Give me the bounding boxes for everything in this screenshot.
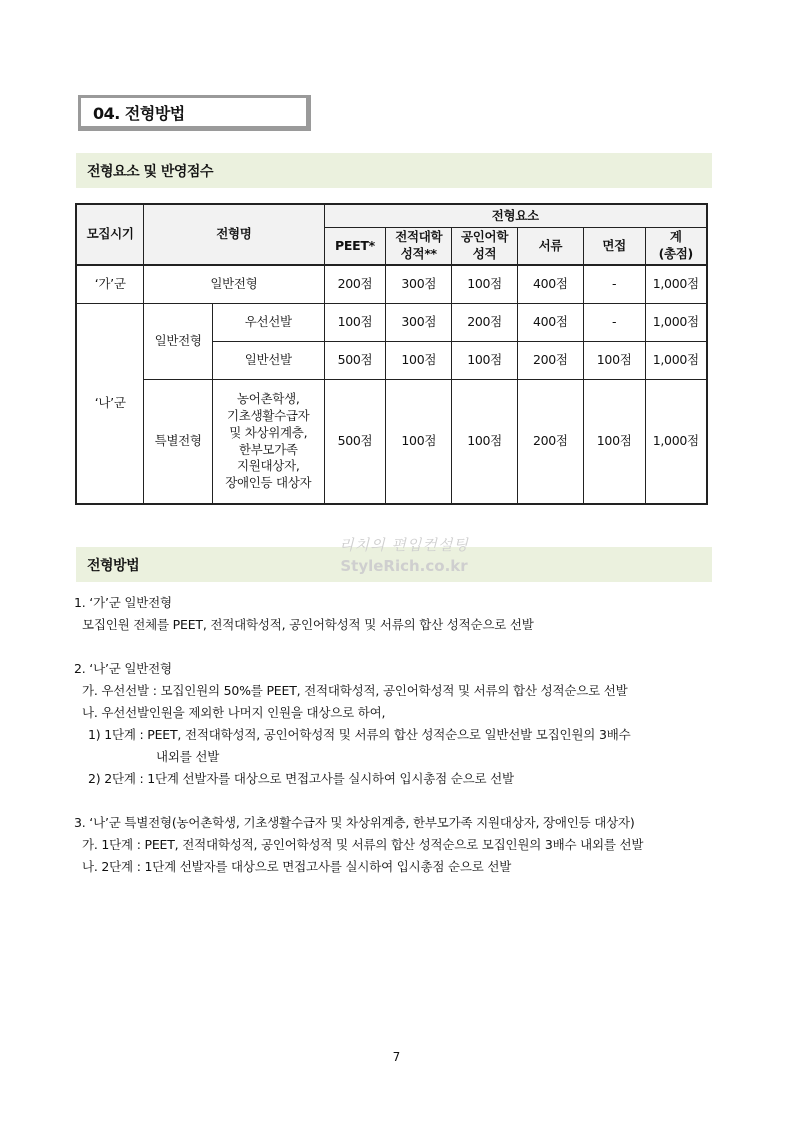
method-line: 모집인원 전체를 PEET, 전적대학성적, 공인어학성적 및 서류의 합산 성적순으로 선발 xyxy=(82,617,534,632)
score-table xyxy=(75,203,708,505)
cell-value: - xyxy=(583,304,645,342)
header-period: 모집시기 xyxy=(76,204,144,265)
section-title: 04. 전형방법 xyxy=(78,95,311,131)
cell-value: 100점 xyxy=(386,342,452,380)
watermark-url: StyleRich.co.kr xyxy=(340,557,468,575)
header-col: PEET* xyxy=(324,228,386,266)
table-row xyxy=(76,380,707,505)
header-col: 면접 xyxy=(583,228,645,266)
cell-value: 1,000점 xyxy=(645,380,707,505)
method-line: 2) 2단계 : 1단계 선발자를 대상으로 면접고사를 실시하여 입시총점 순으로 선발 xyxy=(88,771,514,786)
cell-name: 우선선발 xyxy=(213,304,324,342)
cell-value: 100점 xyxy=(452,265,518,304)
cell-value: 100점 xyxy=(386,380,452,505)
table-row xyxy=(76,265,707,304)
cell-value: - xyxy=(583,265,645,304)
cell-name: 일반전형 xyxy=(144,265,324,304)
cell-name: 일반선발 xyxy=(213,342,324,380)
cell-value: 500점 xyxy=(324,380,386,505)
cell-value: 100점 xyxy=(324,304,386,342)
method-line: 가. 우선선발 : 모집인원의 50%를 PEET, 전적대학성적, 공인어학성적 및 서류의 합산 성적순으로 선발 xyxy=(82,683,628,698)
table-row xyxy=(76,304,707,342)
cell-value: 300점 xyxy=(386,265,452,304)
cell-name: 농어촌학생, 기초생활수급자 및 차상위계층, 한부모가족 지원대상자, 장애인등 대상자 xyxy=(213,380,324,505)
method-heading: 1. ‘가’군 일반전형 xyxy=(74,595,172,610)
cell-period: ‘가’군 xyxy=(76,265,144,304)
method-heading: 3. ‘나’군 특별전형(농어촌학생, 기초생활수급자 및 차상위계층, 한부모가족 지원대상자, 장애인등 대상자) xyxy=(74,815,635,830)
method-line: 내외를 선발 xyxy=(156,749,220,764)
cell-value: 100점 xyxy=(583,342,645,380)
method-line: 나. 2단계 : 1단계 선발자를 대상으로 면접고사를 실시하여 입시총점 순으로 선발 xyxy=(82,859,512,874)
watermark-line: 리치의 편입컨설팅 xyxy=(339,536,469,554)
cell-value: 100점 xyxy=(452,342,518,380)
cell-category: 일반전형 xyxy=(144,304,213,380)
cell-value: 200점 xyxy=(452,304,518,342)
cell-value: 500점 xyxy=(324,342,386,380)
cell-value: 200점 xyxy=(517,342,583,380)
method-line: 가. 1단계 : PEET, 전적대학성적, 공인어학성적 및 서류의 합산 성적순으로 모집인원의 3배수 내외를 선발 xyxy=(82,837,644,852)
header-col: 전적대학 성적** xyxy=(386,228,452,266)
method-line: 나. 우선선발인원을 제외한 나머지 인원을 대상으로 하여, xyxy=(82,705,386,720)
header-elements: 전형요소 xyxy=(324,204,707,228)
method-heading: 2. ‘나’군 일반전형 xyxy=(74,661,172,676)
cell-value: 100점 xyxy=(452,380,518,505)
cell-value: 300점 xyxy=(386,304,452,342)
cell-value: 200점 xyxy=(324,265,386,304)
cell-value: 1,000점 xyxy=(645,265,707,304)
method-body xyxy=(74,592,714,878)
subsection-heading-method: 전형방법 xyxy=(76,547,712,582)
cell-value: 1,000점 xyxy=(645,342,707,380)
method-line: 1) 1단계 : PEET, 전적대학성적, 공인어학성적 및 서류의 합산 성적순으로 일반선발 모집인원의 3배수 xyxy=(88,727,631,742)
page-number: 7 xyxy=(392,1050,401,1064)
cell-category: 특별전형 xyxy=(144,380,213,505)
cell-value: 400점 xyxy=(517,265,583,304)
cell-period: ‘나’군 xyxy=(76,304,144,505)
header-name: 전형명 xyxy=(144,204,324,265)
header-col: 서류 xyxy=(517,228,583,266)
subsection-heading-elements: 전형요소 및 반영점수 xyxy=(76,153,712,188)
header-col: 공인어학 성적 xyxy=(452,228,518,266)
cell-value: 100점 xyxy=(583,380,645,505)
cell-value: 400점 xyxy=(517,304,583,342)
cell-value: 200점 xyxy=(517,380,583,505)
cell-value: 1,000점 xyxy=(645,304,707,342)
header-col: 계 (총점) xyxy=(645,228,707,266)
